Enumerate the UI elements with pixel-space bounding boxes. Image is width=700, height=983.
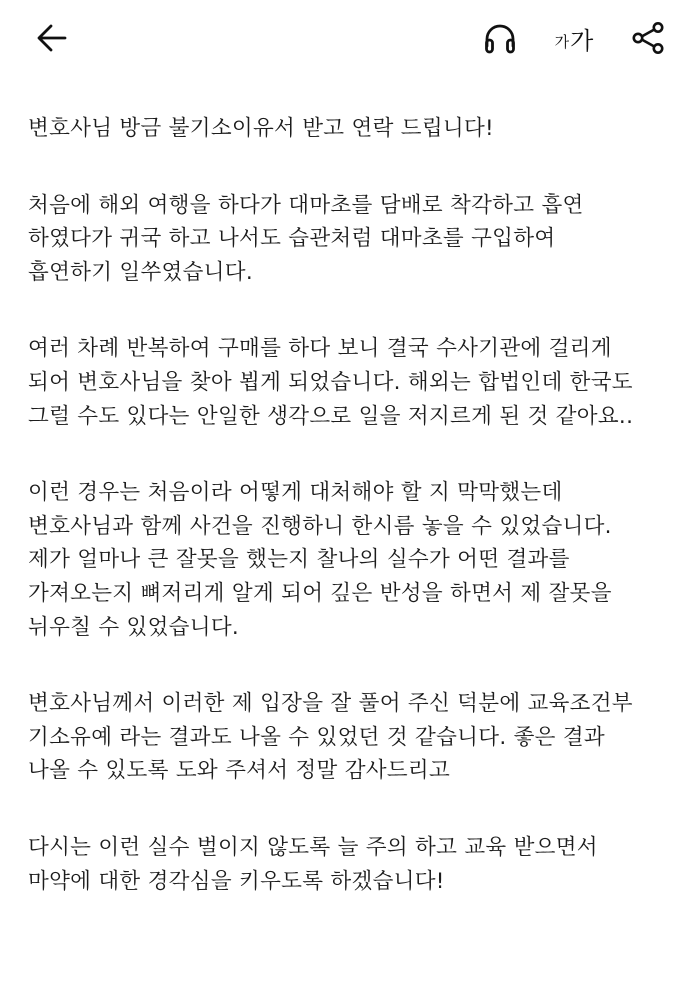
- text-line: 기소유예 라는 결과도 나올 수 있었던 것 같습니다. 좋은 결과: [28, 724, 606, 750]
- text-line: 되어 변호사님을 찾아 뵙게 되었습니다. 해외는 합법인데 한국도: [28, 369, 633, 395]
- text-line: 흡연하기 일쑤였습니다.: [28, 259, 253, 285]
- text-line: 변호사님께서 이러한 제 입장을 잘 풀어 주신 덕분에 교육조건부: [28, 691, 633, 717]
- text-line: 하였다가 귀국 하고 나서도 습관처럼 대마초를 구입하여: [28, 226, 556, 252]
- paragraph-5: [28, 687, 688, 788]
- font-size-button[interactable]: [546, 12, 602, 64]
- text-line: 처음에 해외 여행을 하다가 대마초를 담배로 착각하고 흡연: [28, 192, 584, 218]
- top-toolbar: [0, 0, 700, 80]
- text-line: 제가 얼마나 큰 잘못을 했는지 찰나의 실수가 어떤 결과를: [28, 547, 570, 573]
- back-button[interactable]: [26, 12, 78, 64]
- text-line: 이런 경우는 처음이라 어떻게 대처해야 할 지 막막했는데: [28, 480, 563, 506]
- paragraph-3: [28, 332, 688, 433]
- font-size-large-label: 가: [570, 26, 594, 55]
- article-body: [28, 112, 688, 941]
- paragraph-2: [28, 189, 688, 290]
- text-line: 나올 수 있도록 도와 주셔서 정말 감사드리고: [28, 758, 451, 784]
- text-line: 변호사님과 함께 사건을 진행하니 한시름 놓을 수 있었습니다.: [28, 513, 612, 539]
- text-line: 가져오는지 뼈저리게 알게 되어 깊은 반성을 하면서 제 잘못을: [28, 580, 612, 606]
- text-line: 마약에 대한 경각심을 키우도록 하겠습니다!: [28, 868, 445, 894]
- text-line: 변호사님 방금 불기소이유서 받고 연락 드립니다!: [28, 116, 494, 141]
- paragraph-6: [28, 831, 688, 898]
- arrow-left-icon: [34, 20, 70, 56]
- headphones-icon: [480, 18, 520, 58]
- audio-button[interactable]: [474, 12, 526, 64]
- paragraph-4: [28, 476, 688, 644]
- share-button[interactable]: [622, 12, 674, 64]
- text-line: 다시는 이런 실수 벌이지 않도록 늘 주의 하고 교육 받으면서: [28, 834, 598, 860]
- font-size-small-label: 가: [554, 32, 570, 51]
- text-line: 그럴 수도 있다는 안일한 생각으로 일을 저지르게 된 것 같아요..: [28, 403, 634, 429]
- text-line: 뉘우칠 수 있었습니다.: [28, 614, 240, 640]
- share-icon: [629, 19, 667, 57]
- paragraph-1: [28, 112, 688, 146]
- text-line: 여러 차례 반복하여 구매를 하다 보니 결국 수사기관에 걸리게: [28, 336, 612, 362]
